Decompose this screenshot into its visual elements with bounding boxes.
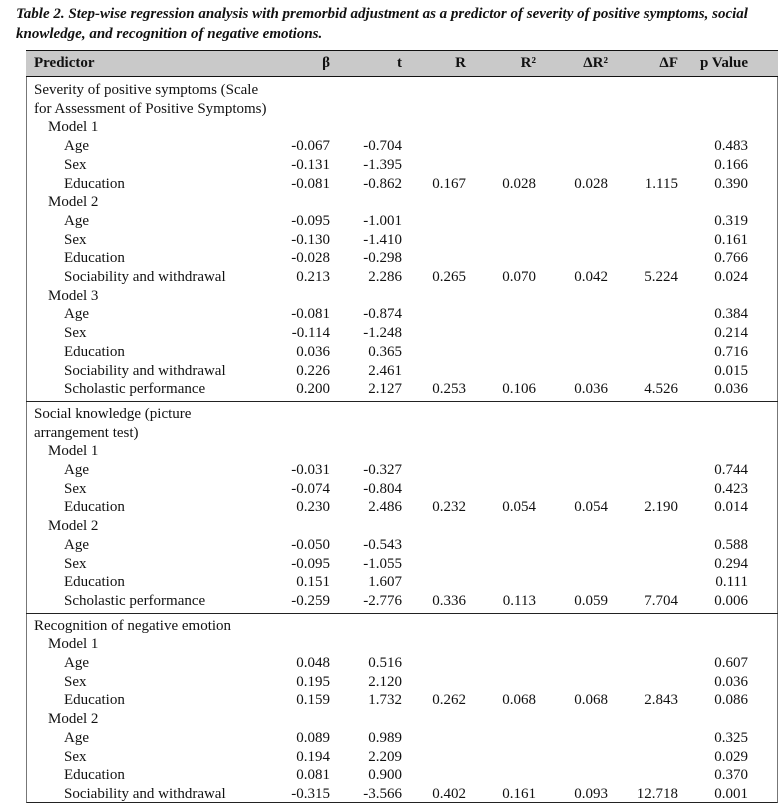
cell-beta: -0.067 xyxy=(291,138,330,155)
cell-p-value: 0.370 xyxy=(714,767,748,784)
section-heading-row xyxy=(26,617,778,636)
cell-t: 0.516 xyxy=(368,655,402,671)
table-row xyxy=(26,324,778,343)
table-row xyxy=(26,691,778,710)
cell-p-value: 0.001 xyxy=(714,785,748,802)
cell-p-value: 0.325 xyxy=(714,729,748,746)
row-label: Education xyxy=(64,175,125,192)
cell-p-value: 0.294 xyxy=(714,555,748,572)
cell-p-value: 0.423 xyxy=(714,480,748,497)
row-label: Sex xyxy=(64,480,87,497)
row-label: Education xyxy=(64,574,125,591)
cell-r: 0.265 xyxy=(432,269,466,285)
cell-beta: -0.131 xyxy=(291,156,330,173)
table-row xyxy=(26,785,778,804)
row-label: Model 1 xyxy=(48,119,99,136)
table-row xyxy=(26,362,778,381)
header-t: t xyxy=(397,55,402,71)
cell-r-squared: 0.070 xyxy=(502,269,536,285)
row-label: Severity of positive symptoms (Scale xyxy=(34,82,259,98)
table-row xyxy=(26,343,778,362)
cell-beta: 0.089 xyxy=(296,729,330,746)
table-row xyxy=(26,729,778,748)
cell-t: -0.874 xyxy=(363,306,402,323)
cell-delta-f: 2.843 xyxy=(644,692,678,709)
cell-beta: -0.074 xyxy=(291,480,330,497)
cell-p-value: 0.214 xyxy=(714,325,748,342)
cell-t: 2.127 xyxy=(368,381,402,398)
cell-beta: 0.081 xyxy=(296,767,330,784)
cell-beta: 0.036 xyxy=(296,343,330,360)
row-label: Age xyxy=(64,138,89,155)
table-header-row xyxy=(26,50,778,77)
table-row xyxy=(26,461,778,480)
row-label: Age xyxy=(64,212,89,229)
cell-t: -0.862 xyxy=(363,175,402,192)
cell-p-value: 0.716 xyxy=(714,343,748,360)
header-p-value: p Value xyxy=(700,55,748,71)
cell-t: -1.410 xyxy=(363,231,402,248)
table-row xyxy=(26,573,778,592)
cell-t: -2.776 xyxy=(363,592,402,609)
section-heading-row xyxy=(26,100,778,119)
cell-p-value: 0.744 xyxy=(714,462,748,478)
model-heading-row xyxy=(26,287,778,306)
section-heading-row xyxy=(26,424,778,443)
cell-delta-r-squared: 0.028 xyxy=(574,175,608,192)
cell-p-value: 0.006 xyxy=(714,592,748,609)
cell-delta-f: 12.718 xyxy=(636,785,678,802)
table-row xyxy=(26,498,778,517)
table-row xyxy=(26,380,778,399)
cell-r: 0.262 xyxy=(432,692,466,709)
cell-t: 2.209 xyxy=(368,748,402,765)
table-row xyxy=(26,748,778,767)
cell-delta-r-squared: 0.068 xyxy=(574,692,608,709)
cell-beta: 0.213 xyxy=(296,269,330,285)
cell-delta-r-squared: 0.036 xyxy=(574,381,608,398)
cell-p-value: 0.483 xyxy=(714,138,748,155)
cell-t: 0.900 xyxy=(368,767,402,784)
row-label: Age xyxy=(64,729,89,746)
cell-beta: -0.081 xyxy=(291,175,330,192)
table-row xyxy=(26,137,778,156)
cell-delta-f: 1.115 xyxy=(644,175,678,192)
row-label: Model 1 xyxy=(48,443,99,460)
row-label: Model 2 xyxy=(48,194,99,211)
row-label: Sex xyxy=(64,156,87,173)
cell-r: 0.402 xyxy=(432,785,466,802)
cell-p-value: 0.086 xyxy=(714,692,748,709)
cell-t: 0.989 xyxy=(368,729,402,746)
cell-p-value: 0.319 xyxy=(714,212,748,229)
cell-p-value: 0.024 xyxy=(714,269,748,285)
cell-t: 1.607 xyxy=(368,574,402,591)
cell-t: -3.566 xyxy=(363,785,402,802)
table-row xyxy=(26,673,778,692)
table-row xyxy=(26,536,778,555)
row-label: Model 2 xyxy=(48,711,99,728)
cell-beta: 0.230 xyxy=(296,499,330,516)
cell-beta: 0.200 xyxy=(296,381,330,398)
cell-delta-f: 5.224 xyxy=(644,269,678,285)
cell-t: 1.732 xyxy=(368,692,402,709)
model-heading-row xyxy=(26,118,778,137)
cell-beta: -0.028 xyxy=(291,250,330,267)
row-label: Model 1 xyxy=(48,636,99,653)
cell-t: -1.248 xyxy=(363,325,402,342)
cell-t: 2.286 xyxy=(368,269,402,285)
row-label: Sociability and withdrawal xyxy=(64,362,226,379)
table-row xyxy=(26,156,778,175)
row-label: Sex xyxy=(64,555,87,572)
row-label: Model 2 xyxy=(48,518,99,535)
row-label: Model 3 xyxy=(48,287,99,304)
cell-p-value: 0.029 xyxy=(714,748,748,765)
cell-beta: -0.095 xyxy=(291,212,330,229)
table-caption: Table 2. Step-wise regression analysis with premorbid adjustment as a predictor of severity of positive symptoms, social knowledge, and recognition of negative emotions. xyxy=(16,6,748,42)
header-r-squared: R² xyxy=(520,55,536,71)
table-row xyxy=(26,592,778,611)
row-label: Sex xyxy=(64,325,87,342)
row-label: Sex xyxy=(64,748,87,765)
row-label: Education xyxy=(64,692,125,709)
model-heading-row xyxy=(26,517,778,536)
cell-beta: -0.130 xyxy=(291,231,330,248)
cell-beta: -0.031 xyxy=(291,462,330,478)
cell-delta-f: 4.526 xyxy=(644,381,678,398)
header-beta: β xyxy=(322,55,330,71)
cell-r: 0.253 xyxy=(432,381,466,398)
section-heading-row xyxy=(26,81,778,100)
cell-p-value: 0.111 xyxy=(715,574,748,591)
row-label: Sociability and withdrawal xyxy=(64,269,226,285)
section-heading-row xyxy=(26,405,778,424)
cell-t: -1.395 xyxy=(363,156,402,173)
cell-delta-r-squared: 0.059 xyxy=(574,592,608,609)
table-row xyxy=(26,480,778,499)
model-heading-row xyxy=(26,193,778,212)
row-label: Age xyxy=(64,655,89,671)
row-label: Sex xyxy=(64,673,87,690)
cell-p-value: 0.036 xyxy=(714,673,748,690)
cell-t: -0.327 xyxy=(363,462,402,478)
cell-p-value: 0.766 xyxy=(714,250,748,267)
row-label: Education xyxy=(64,499,125,516)
row-label: Education xyxy=(64,250,125,267)
row-label: Education xyxy=(64,343,125,360)
cell-p-value: 0.015 xyxy=(714,362,748,379)
cell-delta-f: 2.190 xyxy=(644,499,678,516)
cell-p-value: 0.014 xyxy=(714,499,748,516)
model-heading-row xyxy=(26,442,778,461)
cell-beta: 0.194 xyxy=(296,748,330,765)
cell-beta: 0.226 xyxy=(296,362,330,379)
cell-r-squared: 0.161 xyxy=(502,785,536,802)
cell-p-value: 0.166 xyxy=(714,156,748,173)
cell-delta-r-squared: 0.042 xyxy=(574,269,608,285)
table-row xyxy=(26,249,778,268)
cell-p-value: 0.588 xyxy=(714,536,748,553)
cell-beta: -0.050 xyxy=(291,536,330,553)
cell-delta-f: 7.704 xyxy=(644,592,678,609)
row-label: Recognition of negative emotion xyxy=(34,617,232,634)
cell-beta: 0.048 xyxy=(296,655,330,671)
header-predictor: Predictor xyxy=(34,55,95,71)
cell-beta: -0.081 xyxy=(291,306,330,323)
row-label: Social knowledge (picture xyxy=(34,405,192,422)
cell-beta: -0.315 xyxy=(291,785,330,802)
table-row xyxy=(26,654,778,673)
header-r: R xyxy=(455,55,466,71)
table-row xyxy=(26,555,778,574)
cell-r: 0.336 xyxy=(432,592,466,609)
cell-t: 2.461 xyxy=(368,362,402,379)
table-row xyxy=(26,212,778,231)
table-row xyxy=(26,305,778,324)
cell-delta-r-squared: 0.054 xyxy=(574,499,608,516)
cell-t: -0.298 xyxy=(363,250,402,267)
cell-t: 2.120 xyxy=(368,673,402,690)
row-label: Age xyxy=(64,536,89,553)
header-delta-r-squared: ΔR² xyxy=(583,55,608,71)
table-row xyxy=(26,175,778,194)
cell-t: -1.001 xyxy=(363,212,402,229)
header-delta-f: ΔF xyxy=(659,55,678,71)
row-label: for Assessment of Positive Symptoms) xyxy=(34,100,267,117)
cell-delta-r-squared: 0.093 xyxy=(574,785,608,802)
cell-r-squared: 0.068 xyxy=(502,692,536,709)
cell-beta: 0.151 xyxy=(296,574,330,591)
row-label: Scholastic performance xyxy=(64,381,206,398)
row-label: Age xyxy=(64,462,89,478)
cell-p-value: 0.161 xyxy=(714,231,748,248)
cell-r-squared: 0.113 xyxy=(502,592,536,609)
row-label: arrangement test) xyxy=(34,424,139,441)
cell-t: -0.804 xyxy=(363,480,402,497)
cell-beta: 0.159 xyxy=(296,692,330,709)
model-heading-row xyxy=(26,710,778,729)
cell-beta: -0.114 xyxy=(291,325,330,342)
table-row xyxy=(26,231,778,250)
cell-beta: -0.095 xyxy=(291,555,330,572)
section-divider xyxy=(26,401,778,402)
cell-beta: -0.259 xyxy=(291,592,330,609)
cell-r-squared: 0.028 xyxy=(502,175,536,192)
row-label: Age xyxy=(64,306,89,323)
row-label: Sex xyxy=(64,231,87,248)
cell-p-value: 0.390 xyxy=(714,175,748,192)
cell-t: -0.704 xyxy=(363,138,402,155)
row-label: Education xyxy=(64,767,125,784)
cell-t: -1.055 xyxy=(363,555,402,572)
cell-beta: 0.195 xyxy=(296,673,330,690)
cell-r-squared: 0.054 xyxy=(502,499,536,516)
table-row xyxy=(26,268,778,287)
cell-t: -0.543 xyxy=(363,536,402,553)
model-heading-row xyxy=(26,635,778,654)
cell-t: 2.486 xyxy=(368,499,402,516)
cell-r: 0.232 xyxy=(432,499,466,516)
row-label: Sociability and withdrawal xyxy=(64,785,226,802)
cell-p-value: 0.607 xyxy=(714,655,748,671)
cell-r-squared: 0.106 xyxy=(502,381,536,398)
cell-p-value: 0.384 xyxy=(714,306,748,323)
cell-p-value: 0.036 xyxy=(714,381,748,398)
cell-r: 0.167 xyxy=(432,175,466,192)
table-row xyxy=(26,766,778,785)
cell-t: 0.365 xyxy=(368,343,402,360)
row-label: Scholastic performance xyxy=(64,592,206,609)
section-divider xyxy=(26,613,778,614)
